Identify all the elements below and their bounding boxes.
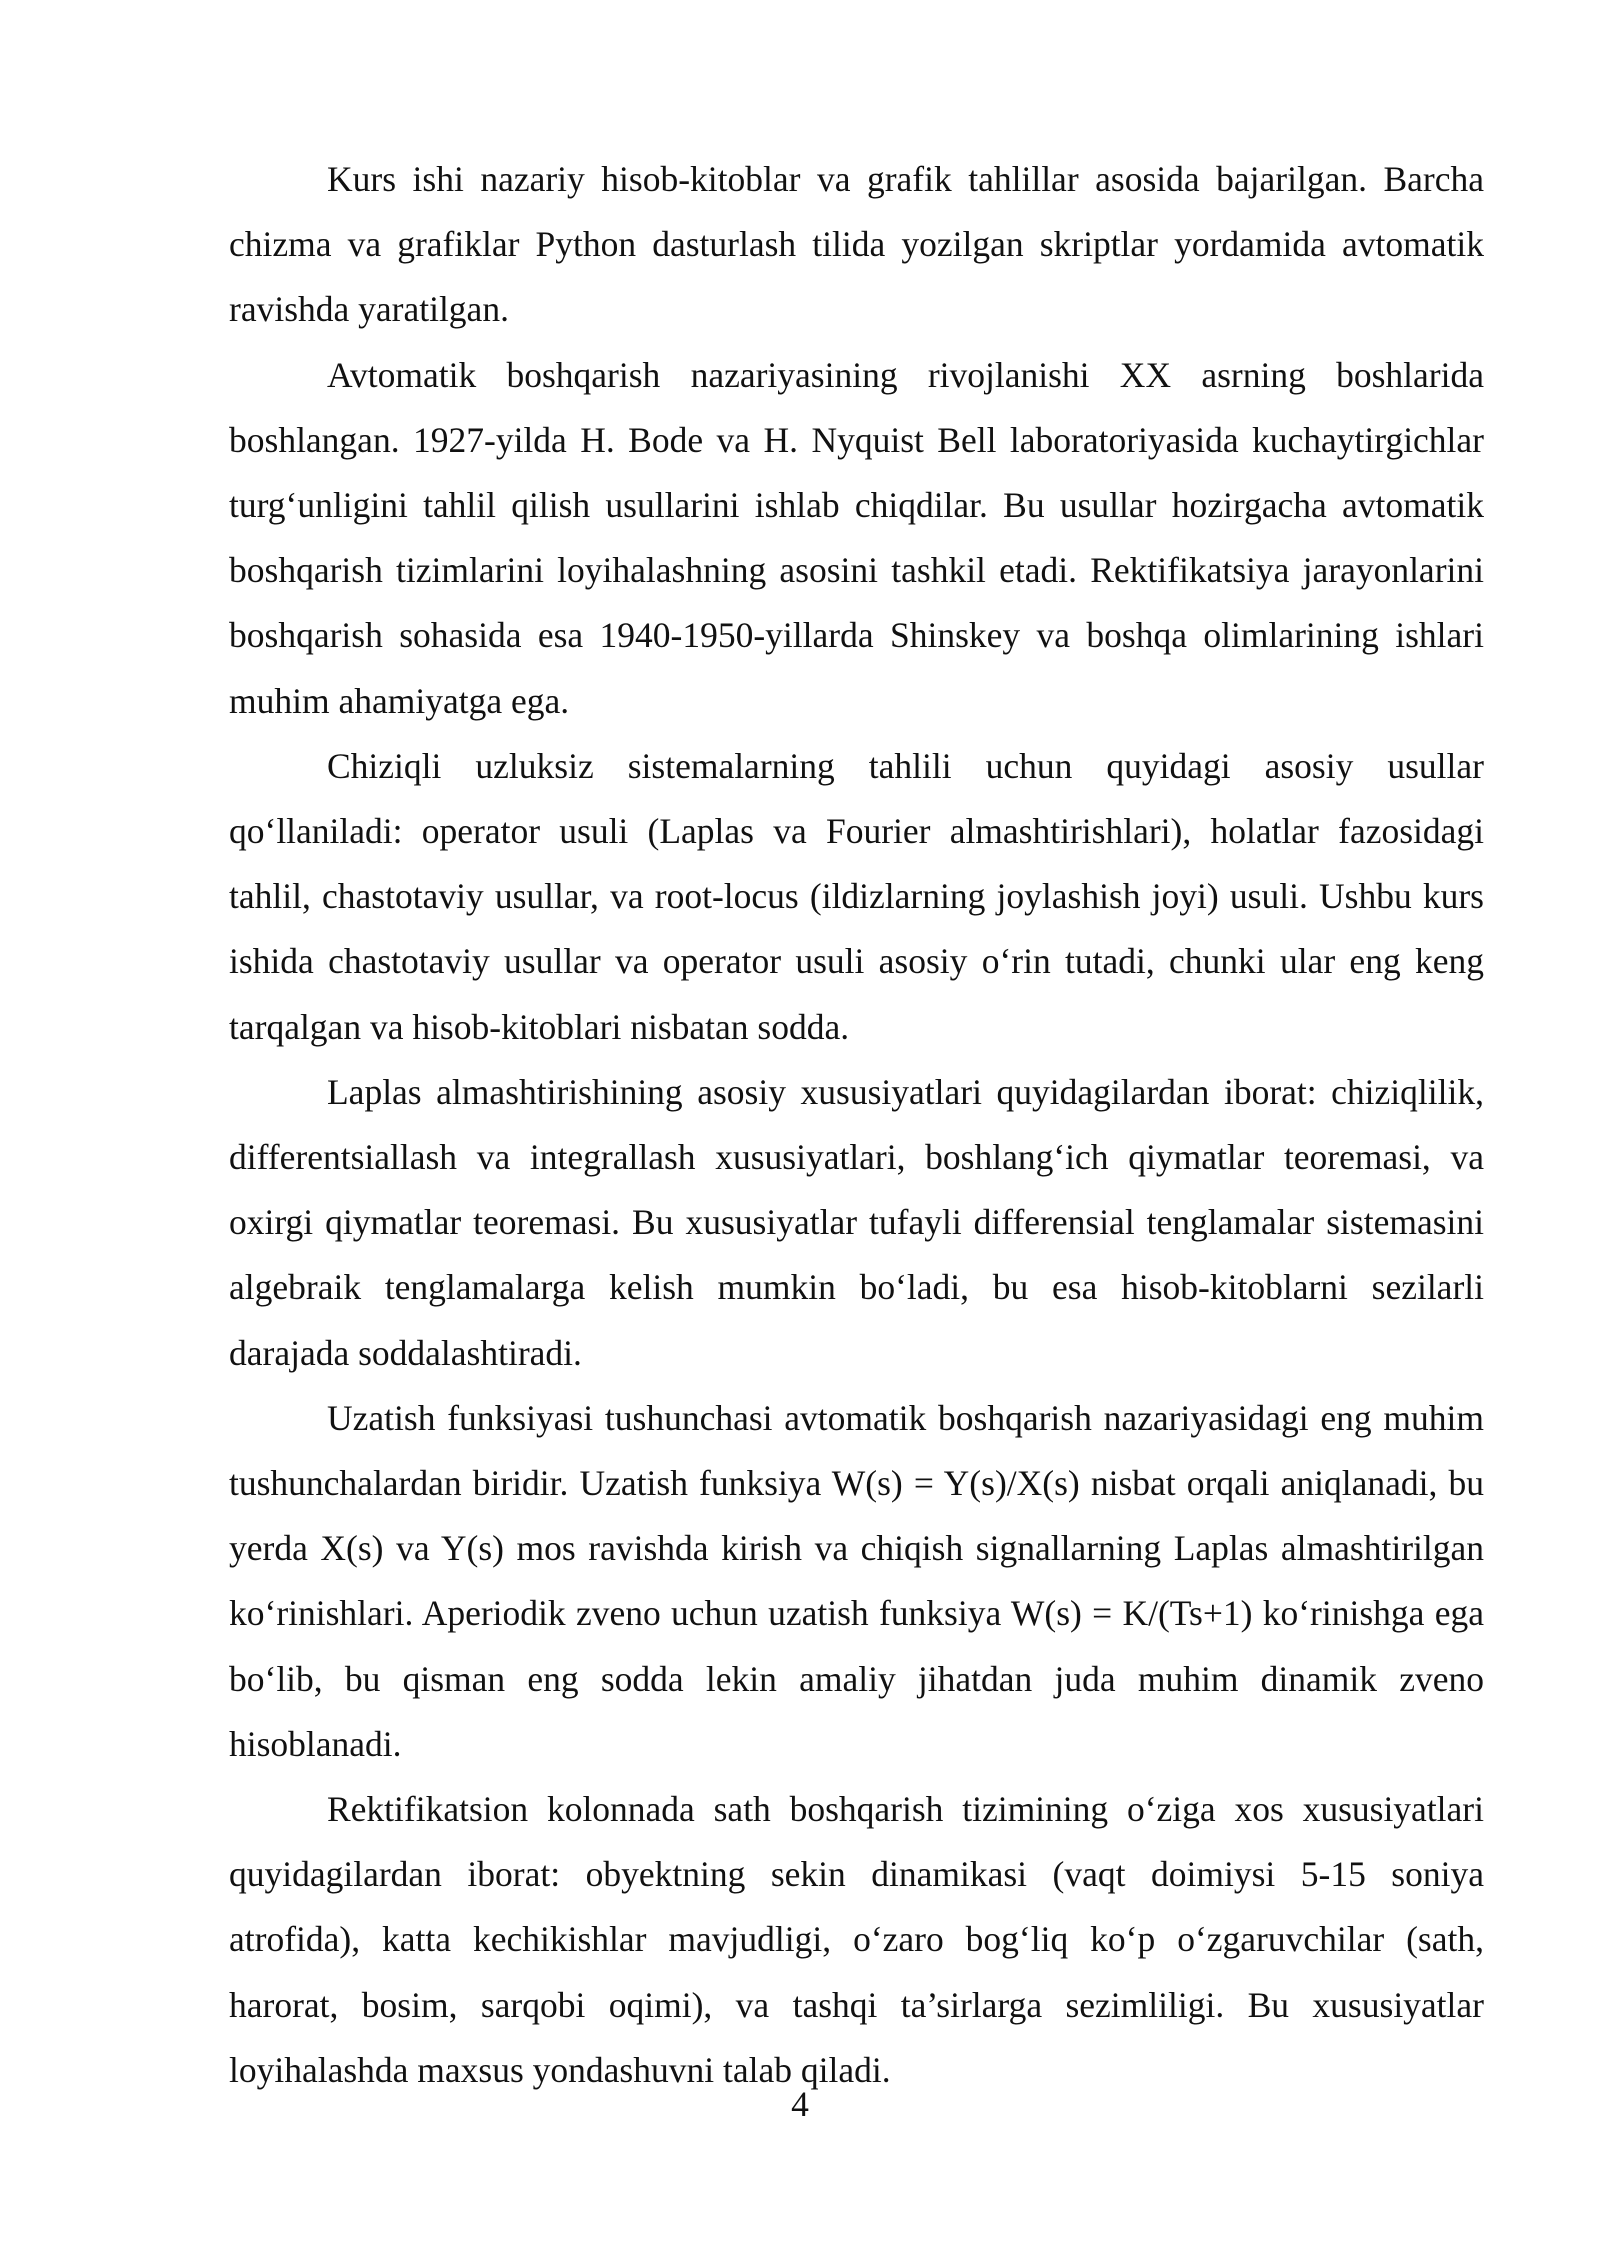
paragraph-4: Laplas almashtirishining asosiy xususiyatlari quyidagilardan iborat: chiziqlilik, differentsiallash va integrallash xususiyatlari, boshlang‘ich qiymatlar teoremasi, va oxirgi qiymatlar teoremasi. Bu xususiyatlar tufayli differensial tenglamalar sistemasini algebraik tenglamalarga kelish mumkin bo‘ladi, bu esa hisob-kitoblarni sezilarli darajada soddalashtiradi. xyxy=(229,1071,1484,1373)
paragraph-5: Uzatish funksiyasi tushunchasi avtomatik boshqarish nazariyasidagi eng muhim tushunchalardan biridir. Uzatish funksiya W(s) = Y(s)/X(s) nisbat orqali aniqlanadi, bu yerda X(s) va Y(s) mos ravishda kirish va chiqish signallarning Laplas almashtirilgan ko‘rinishlari. Aperiodik zveno uchun uzatish funksiya W(s) = K/(Ts+1) ko‘rinishga ega bo‘lib, bu qisman eng sodda lekin amaliy jihatdan juda muhim dinamik zveno hisoblanadi. xyxy=(229,1397,1484,1764)
paragraph-1: Kurs ishi nazariy hisob-kitoblar va grafik tahlillar asosida bajarilgan. Barcha chizma va grafiklar Python dasturlash tilida yozilgan skriptlar yordamida avtomatik ravishda yaratilgan. xyxy=(229,159,1484,330)
paragraph-3: Chiziqli uzluksiz sistemalarning tahlili uchun quyidagi asosiy usullar qo‘llaniladi: operator usuli (Laplas va Fourier almashtirishlari), holatlar fazosidagi tahlil, chastotaviy usullar, va root-locus (ildizlarning joylashish joyi) usuli. Ushbu kurs ishida chastotaviy usullar va operator usuli asosiy o‘rin tutadi, chunki ular eng keng tarqalgan va hisob-kitoblari nisbatan sodda. xyxy=(229,745,1484,1047)
paragraph-6: Rektifikatsion kolonnada sath boshqarish tizimining o‘ziga xos xususiyatlari quyidagilardan iborat: obyektning sekin dinamikasi (vaqt doimiysi 5-15 soniya atrofida), katta kechikishlar mavjudligi, o‘zaro bog‘liq ko‘p o‘zgaruvchilar (sath, harorat, bosim, sarqobi oqimi), va tashqi ta’sirlarga sezimliligi. Bu xususiyatlar loyihalashda maxsus yondashuvni talab qiladi. xyxy=(229,1789,1484,2090)
body-text xyxy=(229,147,1484,2103)
page-number: 4 xyxy=(791,2084,809,2124)
paragraph-2: Avtomatik boshqarish nazariyasining rivojlanishi XX asrning boshlarida boshlangan. 1927-yilda H. Bode va H. Nyquist Bell laboratoriyasida kuchaytirgichlar turg‘unligini tahlil qilish usullarini ishlab chiqdilar. Bu usullar hozirgacha avtomatik boshqarish tizimlarini loyihalashning asosini tashkil etadi. Rektifikatsiya jarayonlarini boshqarish sohasida esa 1940-1950-yillarda Shinskey va boshqa olimlarining ishlari muhim ahamiyatga ega. xyxy=(229,354,1484,721)
